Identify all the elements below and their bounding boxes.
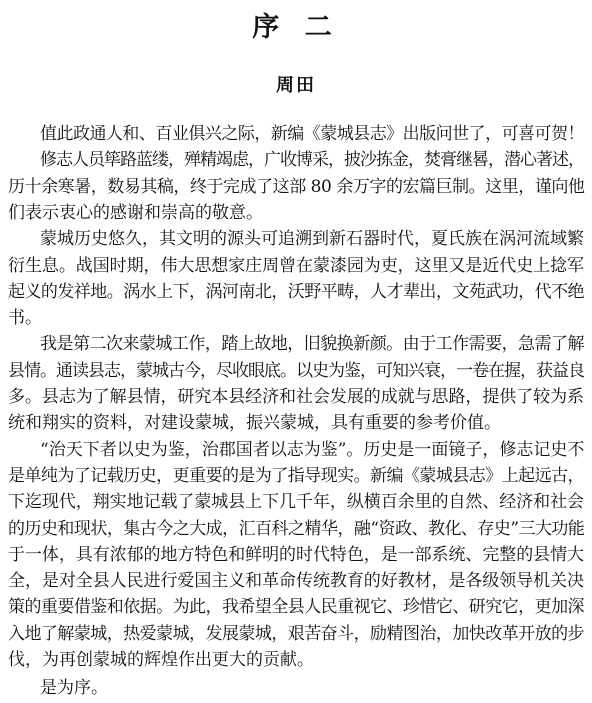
- text-line: 全，是对全县人民进行爱国主义和革命传统教育的好教材，是各级领导机关决: [8, 571, 584, 591]
- text-line: 是为序。: [40, 678, 108, 698]
- text-line: 下迄现代，翔实地记载了蒙城县上下几千年，纵横百余里的自然、经济和社会: [8, 492, 584, 512]
- text-line: 于一体，具有浓郁的地方特色和鲜明的时代特色，是一部系统、完整的县情大: [8, 545, 584, 565]
- text-line: “治天下者以史为鉴，治郡国者以志为鉴”。历史是一面镜子，修志记史不: [40, 440, 585, 460]
- text-line: 衍生息。战国时期，伟大思想家庄周曾在蒙漆园为吏，这里又是近代史上捻军: [8, 256, 584, 276]
- text-line: 历十余寒暑，数易其稿，终于完成了这部 80 余万字的宏篇巨制。这里，谨向他: [8, 177, 585, 197]
- text-line: 县情。通读县志，蒙城古今，尽收眼底。以史为鉴，可知兴衰，一卷在握，获益良: [8, 361, 584, 381]
- text-line: 的历史和现状，集古今之大成，汇百科之精华，融“资政、教化、存史”三大功能: [8, 519, 585, 539]
- text-line: 伐，为再创蒙城的辉煌作出更大的贡献。: [8, 650, 314, 670]
- text-line: 统和翔实的资料，对建设蒙城，振兴蒙城，具有重要的参考价值。: [8, 413, 501, 433]
- text-line: 值此政通人和、百业俱兴之际，新编《蒙城县志》出版问世了，可喜可贺！: [40, 124, 584, 144]
- text-line: 书。: [8, 308, 42, 328]
- text-line: 策的重要借鉴和依据。为此，我希望全县人民重视它、珍惜它、研究它，更加深: [8, 597, 584, 617]
- author-name: 周田: [276, 75, 316, 96]
- text-line: 多。县志为了解县情，研究本县经济和社会发展的成就与思路，提供了较为系: [8, 387, 584, 407]
- page-title: 序 二: [252, 12, 340, 43]
- text-line: 是单纯为了记载历史，更重要的是为了指导现实。新编《蒙城县志》上起远古，: [8, 466, 584, 486]
- text-line: 起义的发祥地。涡水上下，涡河南北，沃野平畴，人才辈出，文苑武功，代不绝: [8, 282, 584, 302]
- text-line: 们表示衷心的感谢和崇高的敬意。: [8, 203, 263, 223]
- text-line: 入地了解蒙城，热爱蒙城，发展蒙城，艰苦奋斗，励精图治，加快改革开放的步: [8, 624, 584, 644]
- text-line: 蒙城历史悠久，其文明的源头可追溯到新石器时代，夏氏族在涡河流域繁: [40, 229, 584, 249]
- text-line: 修志人员筚路蓝缕，殚精竭虑，广收博采，披沙拣金，焚膏继晷，潜心著述，: [40, 150, 584, 170]
- text-line: 我是第二次来蒙城工作，踏上故地，旧貌换新颜。由于工作需要，急需了解: [40, 334, 584, 354]
